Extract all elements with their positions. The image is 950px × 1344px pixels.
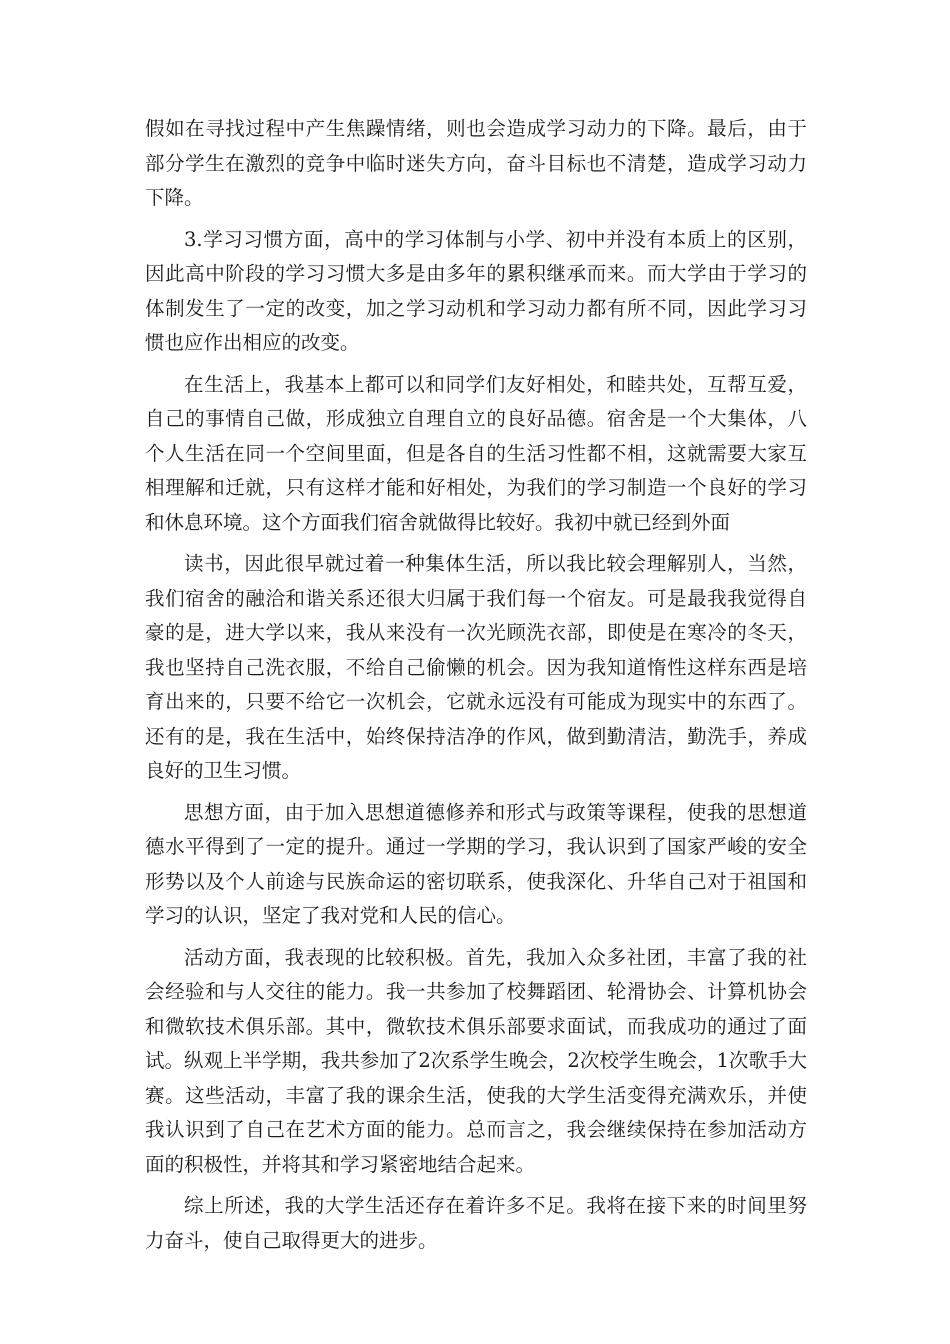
document-body [145, 112, 807, 1265]
paragraph-conclusion: 综上所述，我的大学生活还存在着许多不足。我将在接下来的时间里努力奋斗，使自己取得更大的进步。 [145, 1194, 807, 1252]
paragraph-daily-life: 在生活上，我基本上都可以和同学们友好相处，和睦共处，互帮互爱，自己的事情自己做，形成独立自理自立的良好品德。宿舍是一个大集体，八个人生活在同一个空间里面，但是各自的生活习性都不相，这就需要大家互相理解和迁就，只有这样才能和好相处，为我们的学习制造一个良好的学习和休息环境。这个方面我们宿舍就做得比较好。我初中就已经到外面 [145, 372, 807, 534]
paragraph-dorm-life: 读书，因此很早就过着一种集体生活，所以我比较会理解别人，当然，我们宿舍的融洽和谐关系还很大归属于我们每一个宿友。可是最我我觉得自豪的是，进大学以来，我从来没有一次光顾洗衣部，即使是在寒冷的冬天，我也坚持自己洗衣服，不给自己偷懒的机会。因为我知道惰性这样东西是培育出来的，只要不给它一次机会，它就永远没有可能成为现实中的东西了。还有的是，我在生活中，始终保持洁净的作风，做到勤清洁，勤洗手，养成良好的卫生习惯。 [145, 552, 807, 782]
paragraph-ideology: 思想方面，由于加入思想道德修养和形式与政策等课程，使我的思想道德水平得到了一定的提升。通过一学期的学习，我认识到了国家严峻的安全形势以及个人前途与民族命运的密切联系，使我深化、升华自己对于祖国和学习的认识，坚定了我对党和人民的信心。 [145, 800, 807, 927]
paragraph-continuation: 假如在寻找过程中产生焦躁情绪，则也会造成学习动力的下降。最后，由于部分学生在激烈的竞争中临时迷失方向，奋斗目标也不清楚，造成学习动力下降。 [145, 117, 807, 209]
paragraph-activities: 活动方面，我表现的比较积极。首先，我加入众多社团，丰富了我的社会经验和与人交往的能力。我一共参加了校舞蹈团、轮滑协会、计算机协会和微软技术俱乐部。其中，微软技术俱乐部要求面试，而我成功的通过了面试。纵观上半学期，我共参加了2次系学生晚会，2次校学生晚会，1次歌手大赛。这些活动，丰富了我的课余生活，使我的大学生活变得充满欢乐，并使我认识到了自己在艺术方面的能力。总而言之，我会继续保持在参加活动方面的积极性，并将其和学习紧密地结合起来。 [145, 945, 807, 1176]
paragraph-study-habits: 3.学习习惯方面，高中的学习体制与小学、初中并没有本质上的区别，因此高中阶段的学习习惯大多是由多年的累积继承而来。而大学由于学习的体制发生了一定的改变，加之学习动机和学习动力都有所不同，因此学习习惯也应作出相应的改变。 [145, 227, 807, 354]
